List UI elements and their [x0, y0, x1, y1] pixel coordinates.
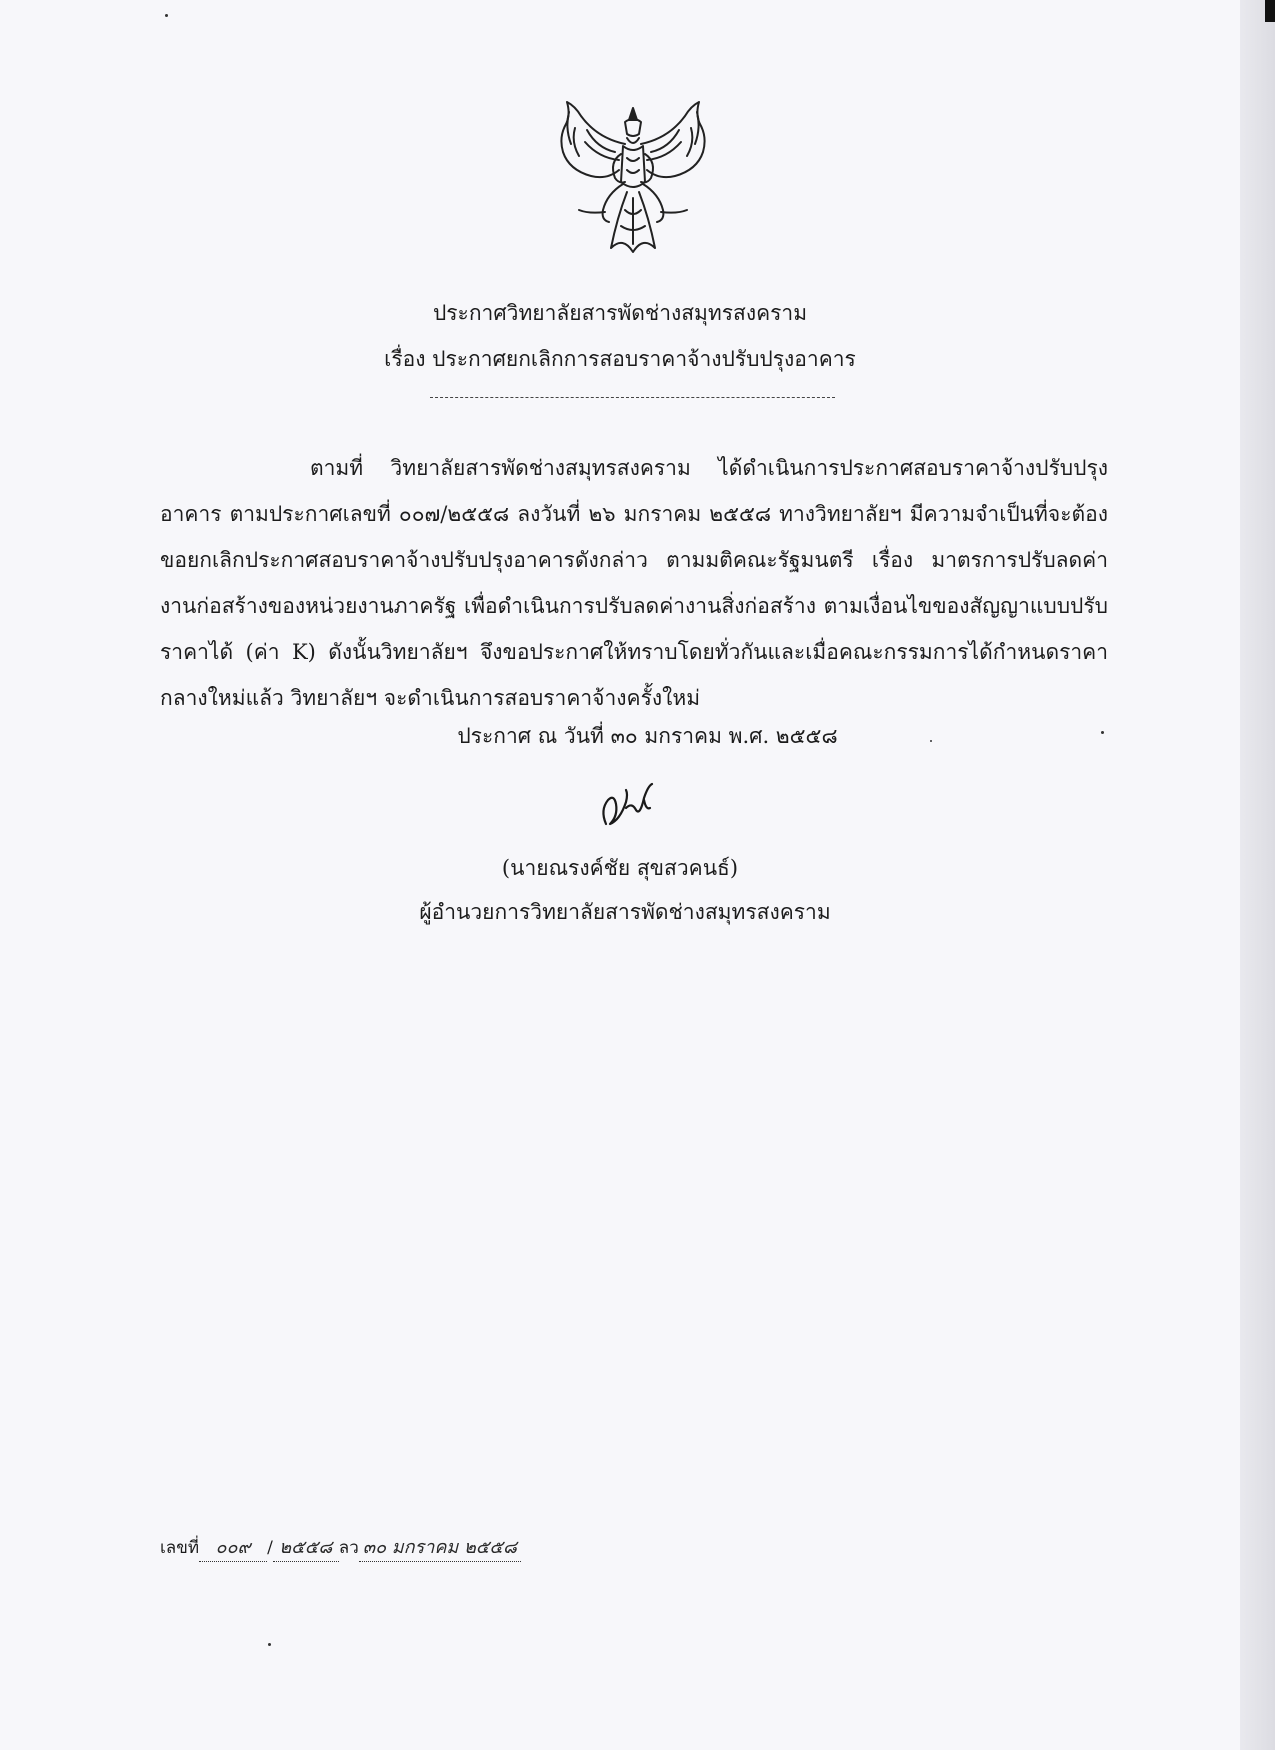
signer-name: (นายณรงค์ชัย สุขสวคนธ์) — [501, 856, 739, 880]
paper-speck — [165, 14, 168, 17]
paper-speck — [1101, 731, 1104, 734]
scan-corner-mark — [1265, 0, 1275, 22]
receipt-stamp — [160, 1535, 521, 1562]
paper-speck — [930, 740, 932, 742]
divider — [430, 397, 835, 398]
garuda-emblem-icon — [545, 98, 721, 256]
receipt-number-label: เลขที่ — [160, 1538, 200, 1558]
signer-title: ผู้อำนวยการวิทยาลัยสารพัดช่างสมุทรสงคราม — [419, 900, 831, 924]
receipt-slash: / — [267, 1538, 273, 1558]
announcement-heading: ประกาศวิทยาลัยสารพัดช่างสมุทรสงคราม — [432, 301, 808, 325]
announcement-body: ตามที่ วิทยาลัยสารพัดช่างสมุทรสงคราม ได้ดำเนินการประกาศสอบราคาจ้างปรับปรุงอาคาร ตามประกาศเลขที่ ๐๐๗/๒๕๕๘ ลงวันที่ ๒๖ มกราคม ๒๕๕๘ ทางวิทยาลัยฯ มีความจำเป็นที่จะต้องขอยกเลิกประกาศสอบราคาจ้างปรับปรุงอาคารดังกล่าว ตามมติคณะรัฐมนตรี เรื่อง มาตรการปรับลดค่างานก่อสร้างของหน่วยงานภาครัฐ เพื่อดำเนินการปรับลดค่างานสิ่งก่อสร้าง ตามเงื่อนไขของสัญญาแบบปรับราคาได้ (ค่า K) ดังนั้นวิทยาลัยฯ จึงขอประกาศให้ทราบโดยทั่วกันและเมื่อคณะกรรมการได้กำหนดราคากลางใหม่แล้ว วิทยาลัยฯ จะดำเนินการสอบราคาจ้างครั้งใหม่ — [160, 456, 1108, 710]
receipt-number-value: ๐๐๙ — [199, 1535, 267, 1562]
handwritten-signature — [596, 780, 660, 830]
paper-speck — [268, 1643, 271, 1646]
receipt-date-value: ๓๐ มกราคม ๒๕๕๘ — [359, 1535, 521, 1562]
receipt-year-value: ๒๕๕๘ — [273, 1535, 339, 1562]
receipt-date-label: ลว — [338, 1538, 359, 1558]
announcement-subject: เรื่อง ประกาศยกเลิกการสอบราคาจ้างปรับปรุงอาคาร — [384, 347, 856, 371]
announcement-date: ประกาศ ณ วันที่ ๓๐ มกราคม พ.ศ. ๒๕๕๘ — [457, 724, 838, 748]
scan-edge — [1240, 0, 1275, 1750]
